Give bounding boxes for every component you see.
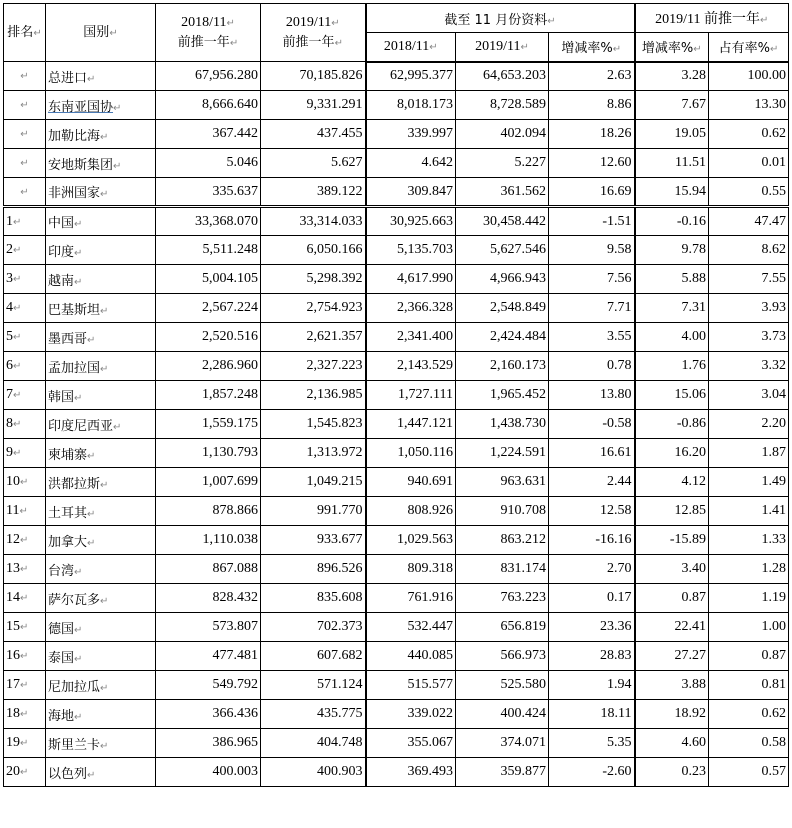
value-cell: 355.067 [366,729,456,758]
country-name-cell: 印度↵ [46,236,156,265]
value-cell: 3.93 [709,294,789,323]
value-cell: 828.432 [156,584,261,613]
country-name-cell: 泰国↵ [46,642,156,671]
country-name-cell: 非洲国家↵ [46,178,156,207]
rank-cell: ↵ [4,120,46,149]
value-cell: 3.32 [709,352,789,381]
header-group-nov: 截至 11 月份资料↵ [366,4,635,33]
value-cell: 13.30 [709,91,789,120]
value-cell: 309.847 [366,178,456,207]
value-cell: 1,965.452 [456,381,549,410]
value-cell: 1,447.121 [366,410,456,439]
value-cell: 2,520.516 [156,323,261,352]
value-cell: 991.770 [261,497,366,526]
value-cell: 402.094 [456,120,549,149]
rank-cell: 11↵ [4,497,46,526]
rank-cell: 20↵ [4,758,46,787]
header-sub-2018: 2018/11↵ [366,33,456,62]
value-cell: 339.022 [366,700,456,729]
value-cell: 1.94 [549,671,635,700]
value-cell: 8.62 [709,236,789,265]
value-cell: 2,327.223 [261,352,366,381]
summary-row [4,62,789,91]
value-cell: -0.16 [635,207,709,236]
table-row [4,323,789,352]
table-row [4,497,789,526]
value-cell: 1,727.111 [366,381,456,410]
country-name-cell: 安地斯集团↵ [46,149,156,178]
value-cell: 400.424 [456,700,549,729]
value-cell: 940.691 [366,468,456,497]
value-cell: 18.92 [635,700,709,729]
value-cell: 1,438.730 [456,410,549,439]
value-cell: 5.046 [156,149,261,178]
value-cell: 6,050.166 [261,236,366,265]
value-cell: 5,627.546 [456,236,549,265]
table-row [4,758,789,787]
value-cell: 477.481 [156,642,261,671]
rank-cell: ↵ [4,91,46,120]
value-cell: -16.16 [549,526,635,555]
rank-cell: ↵ [4,62,46,91]
value-cell: 1.00 [709,613,789,642]
value-cell: 761.916 [366,584,456,613]
table-row [4,294,789,323]
value-cell: 0.87 [709,642,789,671]
table-row [4,642,789,671]
country-name-cell: 印度尼西亚↵ [46,410,156,439]
country-name-cell: 孟加拉国↵ [46,352,156,381]
value-cell: 896.526 [261,555,366,584]
value-cell: 5.88 [635,265,709,294]
value-cell: 2,424.484 [456,323,549,352]
value-cell: -15.89 [635,526,709,555]
rank-cell: 18↵ [4,700,46,729]
value-cell: 389.122 [261,178,366,207]
value-cell: 28.83 [549,642,635,671]
rank-cell: 1↵ [4,207,46,236]
value-cell: 100.00 [709,62,789,91]
rank-cell: ↵ [4,178,46,207]
country-name-cell: 尼加拉瓜↵ [46,671,156,700]
value-cell: -2.60 [549,758,635,787]
country-name-cell: 总进口↵ [46,62,156,91]
table-row [4,468,789,497]
value-cell: 8.86 [549,91,635,120]
value-cell: 5.627 [261,149,366,178]
table-row [4,236,789,265]
value-cell: 1,857.248 [156,381,261,410]
value-cell: 0.57 [709,758,789,787]
import-statistics-document [3,3,789,787]
value-cell: 2.70 [549,555,635,584]
value-cell: 566.973 [456,642,549,671]
value-cell: 0.78 [549,352,635,381]
header-sub-trail-change: 增减率%↵ [635,33,709,62]
value-cell: 963.631 [456,468,549,497]
country-name-cell: 加拿大↵ [46,526,156,555]
country-name-cell: 加勒比海↵ [46,120,156,149]
value-cell: 2.63 [549,62,635,91]
value-cell: 369.493 [366,758,456,787]
table-row [4,700,789,729]
value-cell: 2,143.529 [366,352,456,381]
value-cell: 13.80 [549,381,635,410]
value-cell: 7.31 [635,294,709,323]
country-name-cell: 巴基斯坦↵ [46,294,156,323]
value-cell: 831.174 [456,555,549,584]
value-cell: 0.23 [635,758,709,787]
value-cell: 2,286.960 [156,352,261,381]
value-cell: 1,559.175 [156,410,261,439]
value-cell: 933.677 [261,526,366,555]
value-cell: 1.41 [709,497,789,526]
value-cell: 1,049.215 [261,468,366,497]
header-country: 国别↵ [46,4,156,62]
value-cell: 62,995.377 [366,62,456,91]
country-name-cell: 德国↵ [46,613,156,642]
value-cell: 763.223 [456,584,549,613]
table-row [4,381,789,410]
value-cell: 656.819 [456,613,549,642]
value-cell: 0.58 [709,729,789,758]
value-cell: 525.580 [456,671,549,700]
value-cell: 361.562 [456,178,549,207]
country-name-cell: 海地↵ [46,700,156,729]
rank-cell: 7↵ [4,381,46,410]
rank-cell: 5↵ [4,323,46,352]
value-cell: 33,368.070 [156,207,261,236]
table-row [4,207,789,236]
rank-cell: 4↵ [4,294,46,323]
value-cell: 7.55 [709,265,789,294]
value-cell: 33,314.033 [261,207,366,236]
value-cell: 1,050.116 [366,439,456,468]
value-cell: 4.12 [635,468,709,497]
table-row [4,265,789,294]
value-cell: 47.47 [709,207,789,236]
value-cell: 12.58 [549,497,635,526]
value-cell: 1,130.793 [156,439,261,468]
value-cell: 808.926 [366,497,456,526]
value-cell: 335.637 [156,178,261,207]
rank-cell: 8↵ [4,410,46,439]
value-cell: 400.003 [156,758,261,787]
value-cell: 878.866 [156,497,261,526]
summary-row [4,120,789,149]
value-cell: 30,925.663 [366,207,456,236]
value-cell: 22.41 [635,613,709,642]
country-name-cell: 柬埔寨↵ [46,439,156,468]
value-cell: 532.447 [366,613,456,642]
value-cell: 0.55 [709,178,789,207]
value-cell: 4.00 [635,323,709,352]
value-cell: 8,728.589 [456,91,549,120]
header-2019-trailing: 2019/11↵ 前推一年↵ [261,4,366,62]
country-name-cell: 台湾↵ [46,555,156,584]
country-name-cell: 洪都拉斯↵ [46,468,156,497]
table-row [4,352,789,381]
value-cell: 1,545.823 [261,410,366,439]
value-cell: 7.56 [549,265,635,294]
table-row [4,439,789,468]
country-name-cell: 中国↵ [46,207,156,236]
value-cell: 2,341.400 [366,323,456,352]
value-cell: 18.11 [549,700,635,729]
value-cell: 549.792 [156,671,261,700]
value-cell: 3.28 [635,62,709,91]
value-cell: 607.682 [261,642,366,671]
value-cell: 9.58 [549,236,635,265]
summary-row [4,149,789,178]
value-cell: 5,298.392 [261,265,366,294]
value-cell: 12.85 [635,497,709,526]
value-cell: 366.436 [156,700,261,729]
value-cell: 0.62 [709,700,789,729]
value-cell: 3.73 [709,323,789,352]
value-cell: 7.67 [635,91,709,120]
value-cell: 5,135.703 [366,236,456,265]
value-cell: 2,366.328 [366,294,456,323]
value-cell: 16.20 [635,439,709,468]
value-cell: 1.28 [709,555,789,584]
value-cell: 2.20 [709,410,789,439]
value-cell: 8,018.173 [366,91,456,120]
value-cell: 1.33 [709,526,789,555]
value-cell: 4,966.943 [456,265,549,294]
value-cell: 4,617.990 [366,265,456,294]
value-cell: 15.06 [635,381,709,410]
rank-cell: 17↵ [4,671,46,700]
table-row [4,584,789,613]
value-cell: 16.69 [549,178,635,207]
value-cell: 835.608 [261,584,366,613]
value-cell: 515.577 [366,671,456,700]
value-cell: 4.642 [366,149,456,178]
summary-row [4,178,789,207]
value-cell: 7.71 [549,294,635,323]
value-cell: 1,313.972 [261,439,366,468]
value-cell: 1.87 [709,439,789,468]
value-cell: 5.35 [549,729,635,758]
value-cell: 367.442 [156,120,261,149]
value-cell: 12.60 [549,149,635,178]
country-name-cell: 斯里兰卡↵ [46,729,156,758]
value-cell: -1.51 [549,207,635,236]
value-cell: 809.318 [366,555,456,584]
value-cell: 9,331.291 [261,91,366,120]
value-cell: 867.088 [156,555,261,584]
value-cell: 571.124 [261,671,366,700]
value-cell: 437.455 [261,120,366,149]
value-cell: 30,458.442 [456,207,549,236]
value-cell: 2,160.173 [456,352,549,381]
import-table [3,3,789,787]
value-cell: 1.76 [635,352,709,381]
rank-cell: 16↵ [4,642,46,671]
value-cell: 3.55 [549,323,635,352]
table-row [4,555,789,584]
rank-cell: 15↵ [4,613,46,642]
value-cell: 5.227 [456,149,549,178]
value-cell: 374.071 [456,729,549,758]
value-cell: 11.51 [635,149,709,178]
rank-cell: 2↵ [4,236,46,265]
rank-cell: 12↵ [4,526,46,555]
value-cell: 5,004.105 [156,265,261,294]
rank-cell: 9↵ [4,439,46,468]
value-cell: 435.775 [261,700,366,729]
value-cell: 440.085 [366,642,456,671]
rank-cell: 13↵ [4,555,46,584]
value-cell: 386.965 [156,729,261,758]
rank-cell: 19↵ [4,729,46,758]
value-cell: 4.60 [635,729,709,758]
header-group-trailing: 2019/11 前推一年↵ [635,4,789,33]
value-cell: 2,621.357 [261,323,366,352]
value-cell: 2,754.923 [261,294,366,323]
value-cell: 0.87 [635,584,709,613]
table-row [4,410,789,439]
header-sub-2019: 2019/11↵ [456,33,549,62]
value-cell: 3.40 [635,555,709,584]
rank-cell: 6↵ [4,352,46,381]
country-name-cell: 土耳其↵ [46,497,156,526]
country-name-cell: 萨尔瓦多↵ [46,584,156,613]
value-cell: 910.708 [456,497,549,526]
header-2018-trailing: 2018/11↵ 前推一年↵ [156,4,261,62]
rank-cell: 3↵ [4,265,46,294]
value-cell: 1.19 [709,584,789,613]
value-cell: 3.88 [635,671,709,700]
value-cell: 5,511.248 [156,236,261,265]
country-name-cell: 越南↵ [46,265,156,294]
table-row [4,671,789,700]
value-cell: 15.94 [635,178,709,207]
table-row [4,729,789,758]
value-cell: 0.17 [549,584,635,613]
header-rank: 排名↵ [4,4,46,62]
value-cell: 0.01 [709,149,789,178]
summary-row [4,91,789,120]
value-cell: 0.62 [709,120,789,149]
country-name-cell: 以色列↵ [46,758,156,787]
value-cell: 573.807 [156,613,261,642]
value-cell: 18.26 [549,120,635,149]
country-name-cell: 韩国↵ [46,381,156,410]
value-cell: 19.05 [635,120,709,149]
value-cell: 64,653.203 [456,62,549,91]
value-cell: 2,548.849 [456,294,549,323]
value-cell: 2.44 [549,468,635,497]
header-sub-change: 增减率%↵ [549,33,635,62]
value-cell: 16.61 [549,439,635,468]
value-cell: -0.86 [635,410,709,439]
value-cell: 404.748 [261,729,366,758]
value-cell: 339.997 [366,120,456,149]
value-cell: 70,185.826 [261,62,366,91]
value-cell: 23.36 [549,613,635,642]
country-name-cell: 东南亚国协↵ [46,91,156,120]
value-cell: 702.373 [261,613,366,642]
country-name-cell: 墨西哥↵ [46,323,156,352]
value-cell: 0.81 [709,671,789,700]
table-row [4,613,789,642]
header-row-top [4,4,789,33]
value-cell: 1,029.563 [366,526,456,555]
value-cell: 1.49 [709,468,789,497]
rank-cell: 10↵ [4,468,46,497]
value-cell: 359.877 [456,758,549,787]
value-cell: 8,666.640 [156,91,261,120]
value-cell: 3.04 [709,381,789,410]
value-cell: 27.27 [635,642,709,671]
table-row [4,526,789,555]
value-cell: 2,567.224 [156,294,261,323]
value-cell: 1,110.038 [156,526,261,555]
value-cell: 400.903 [261,758,366,787]
value-cell: -0.58 [549,410,635,439]
value-cell: 1,007.699 [156,468,261,497]
value-cell: 2,136.985 [261,381,366,410]
rank-cell: ↵ [4,149,46,178]
value-cell: 9.78 [635,236,709,265]
value-cell: 67,956.280 [156,62,261,91]
header-sub-share: 占有率%↵ [709,33,789,62]
rank-cell: 14↵ [4,584,46,613]
value-cell: 1,224.591 [456,439,549,468]
value-cell: 863.212 [456,526,549,555]
